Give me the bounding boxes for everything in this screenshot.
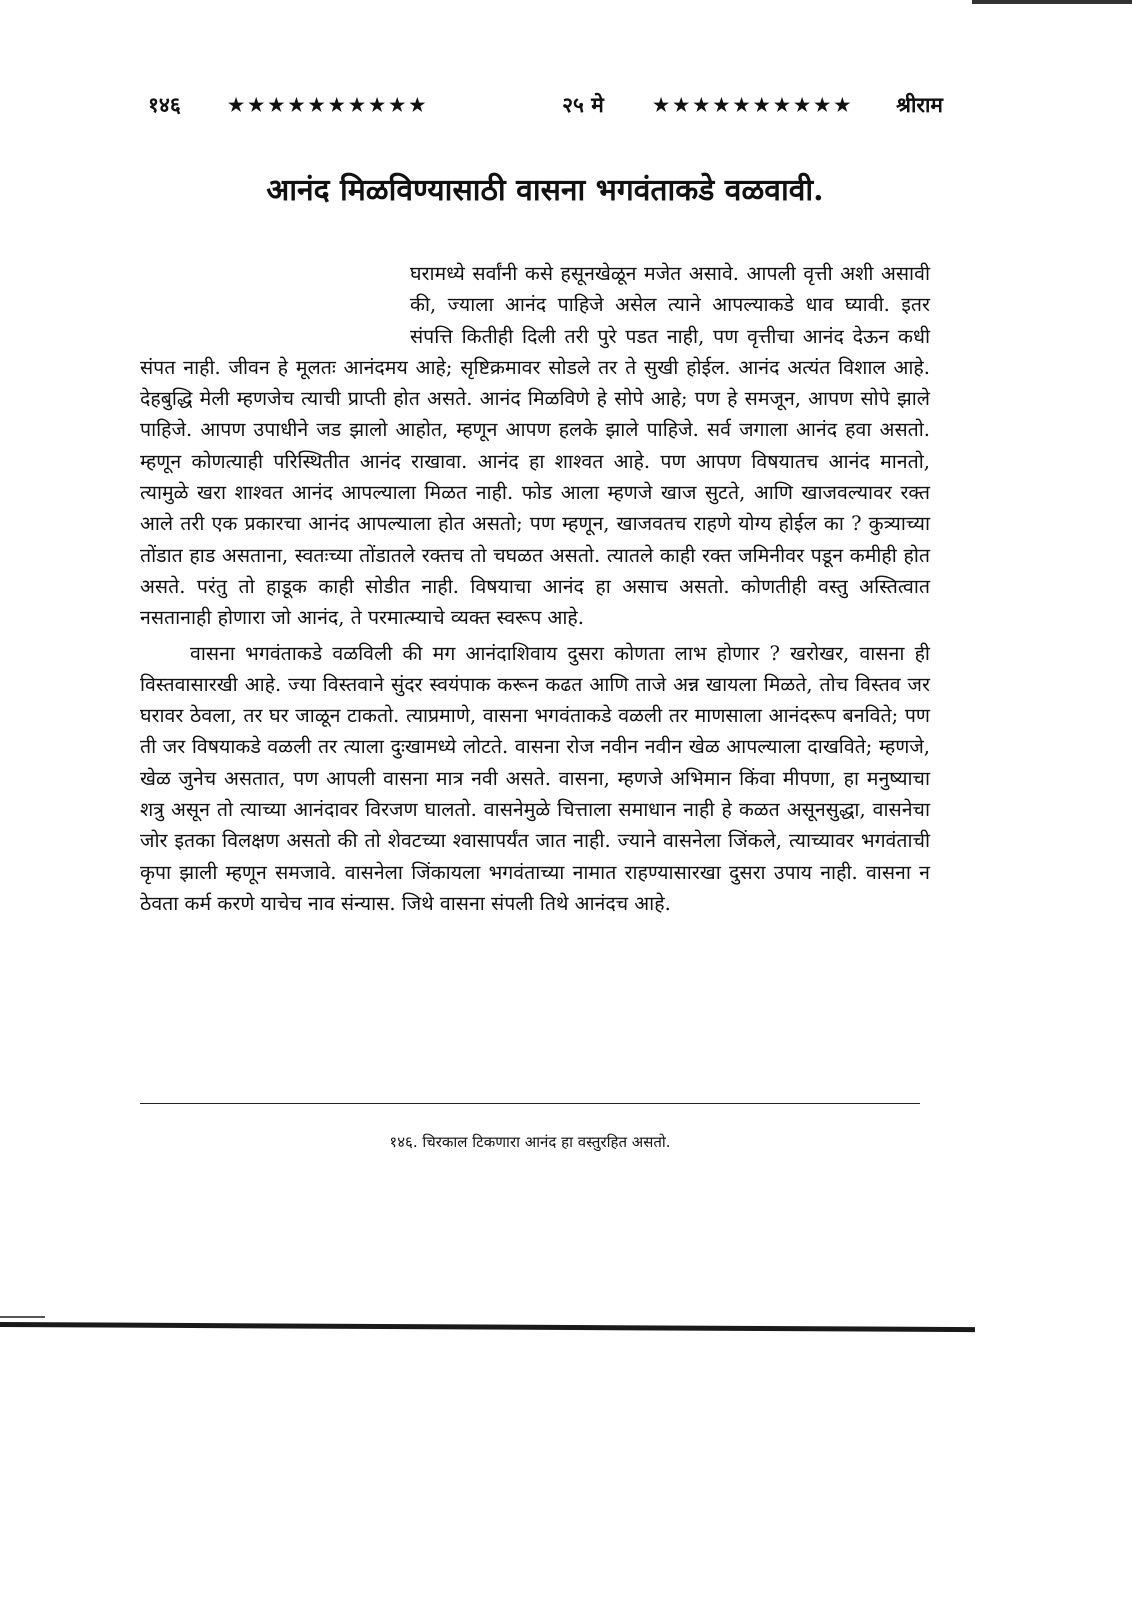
page-title: आनंद मिळविण्यासाठी वासना भगवंताकडे वळवावी. xyxy=(266,173,824,208)
header-stars-left: ★★★★★★★★★★ xyxy=(228,94,430,116)
scan-edge-mark xyxy=(0,1316,45,1318)
scan-edge-bottom xyxy=(0,1322,975,1332)
scan-edge-top xyxy=(972,0,1132,4)
footnote-divider xyxy=(140,1103,920,1104)
body-text xyxy=(140,258,930,919)
header-date: २५ मे xyxy=(562,92,604,117)
drop-space xyxy=(140,258,410,348)
header-right-label: श्रीराम xyxy=(896,92,943,117)
page-number: १४६ xyxy=(148,92,181,117)
paragraph-1-text: घरामध्ये सर्वांनी कसे हसूनखेळून मजेत असावे. आपली वृत्ती अशी असावी की, ज्याला आनंद पाहिजे असेल त्याने आपल्याकडे धाव घ्यावी. इतर संपत्ति कितीही दिली तरी पुरे पडत नाही, पण वृत्तीचा आनंद देऊन कधी संपत नाही. जीवन हे मूलतः आनंदमय आहे; सृष्टिक्रमावर सोडले तर ते सुखी होईल. आनंद अत्यंत विशाल आहे. देहबुद्धि मेली म्हणजेच त्याची प्राप्ती होत असते. आनंद मिळविणे हे सोपे आहे; पण हे समजून, आपण सोपे झाले पाहिजे. आपण उपाधीने जड झालो आहोत, म्हणून आपण हलके झाले पाहिजे. सर्व जगाला आनंद हवा असतो. म्हणून कोणत्याही परिस्थितीत आनंद राखावा. आनंद हा शाश्वत आहे. पण आपण विषयातच आनंद मानतो, त्यामुळे खरा शाश्वत आनंद आपल्याला मिळत नाही. फोड आला म्हणजे खाज सुटते, आणि खाजवल्यावर रक्त आले तरी एक प्रकारचा आनंद आपल्याला होत असतो; पण म्हणून, खाजवतच राहणे योग्य होईल का ? कुत्र्याच्या तोंडात हाड असताना, स्वतःच्या तोंडातले रक्तच तो चघळत असतो. त्यातले काही रक्त जमिनीवर पडून कमीही होत असते. परंतु तो हाडूक काही सोडीत नाही. विषयाचा आनंद हा असाच असतो. कोणतीही वस्तु अस्तित्वात नसतानाही होणारा जो आनंद, ते परमात्म्याचे व्यक्त स्वरूप आहे. xyxy=(140,262,930,630)
page-header xyxy=(148,90,943,120)
footnote: १४६. चिरकाल टिकणारा आनंद हा वस्तुरहित असतो. xyxy=(389,1133,671,1151)
paragraph-1 xyxy=(140,258,930,634)
paragraph-2: वासना भगवंताकडे वळविली की मग आनंदाशिवाय दुसरा कोणता लाभ होणार ? खरोखर, वासना ही विस्तवासारखी आहे. ज्या विस्तवाने सुंदर स्वयंपाक करून कढत आणि ताजे अन्न खायला मिळते, तोच विस्तव जर घरावर ठेवला, तर घर जाळून टाकतो. त्याप्रमाणे, वासना भगवंताकडे वळली तर माणसाला आनंदरूप बनविते; पण ती जर विषयाकडे वळली तर त्याला दुःखामध्ये लोटते. वासना रोज नवीन नवीन खेळ आपल्याला दाखविते; म्हणजे, खेळ जुनेच असतात, पण आपली वासना मात्र नवी असते. वासना, म्हणजे अभिमान किंवा मीपणा, हा मनुष्याचा शत्रु असून तो त्याच्या आनंदावर विरजण घालतो. वासनेमुळे चित्ताला समाधान नाही हे कळत असूनसुद्धा, वासनेचा जोर इतका विलक्षण असतो की तो शेवटच्या श्वासापर्यंत जात नाही. ज्याने वासनेला जिंकले, त्याच्यावर भगवंताची कृपा झाली म्हणून समजावे. वासनेला जिंकायला भगवंताच्या नामात राहण्यासारखा दुसरा उपाय नाही. वासना न ठेवता कर्म करणे याचेच नाव संन्यास. जिथे वासना संपली तिथे आनंदच आहे. xyxy=(140,641,930,915)
header-stars-right: ★★★★★★★★★★ xyxy=(653,94,855,116)
